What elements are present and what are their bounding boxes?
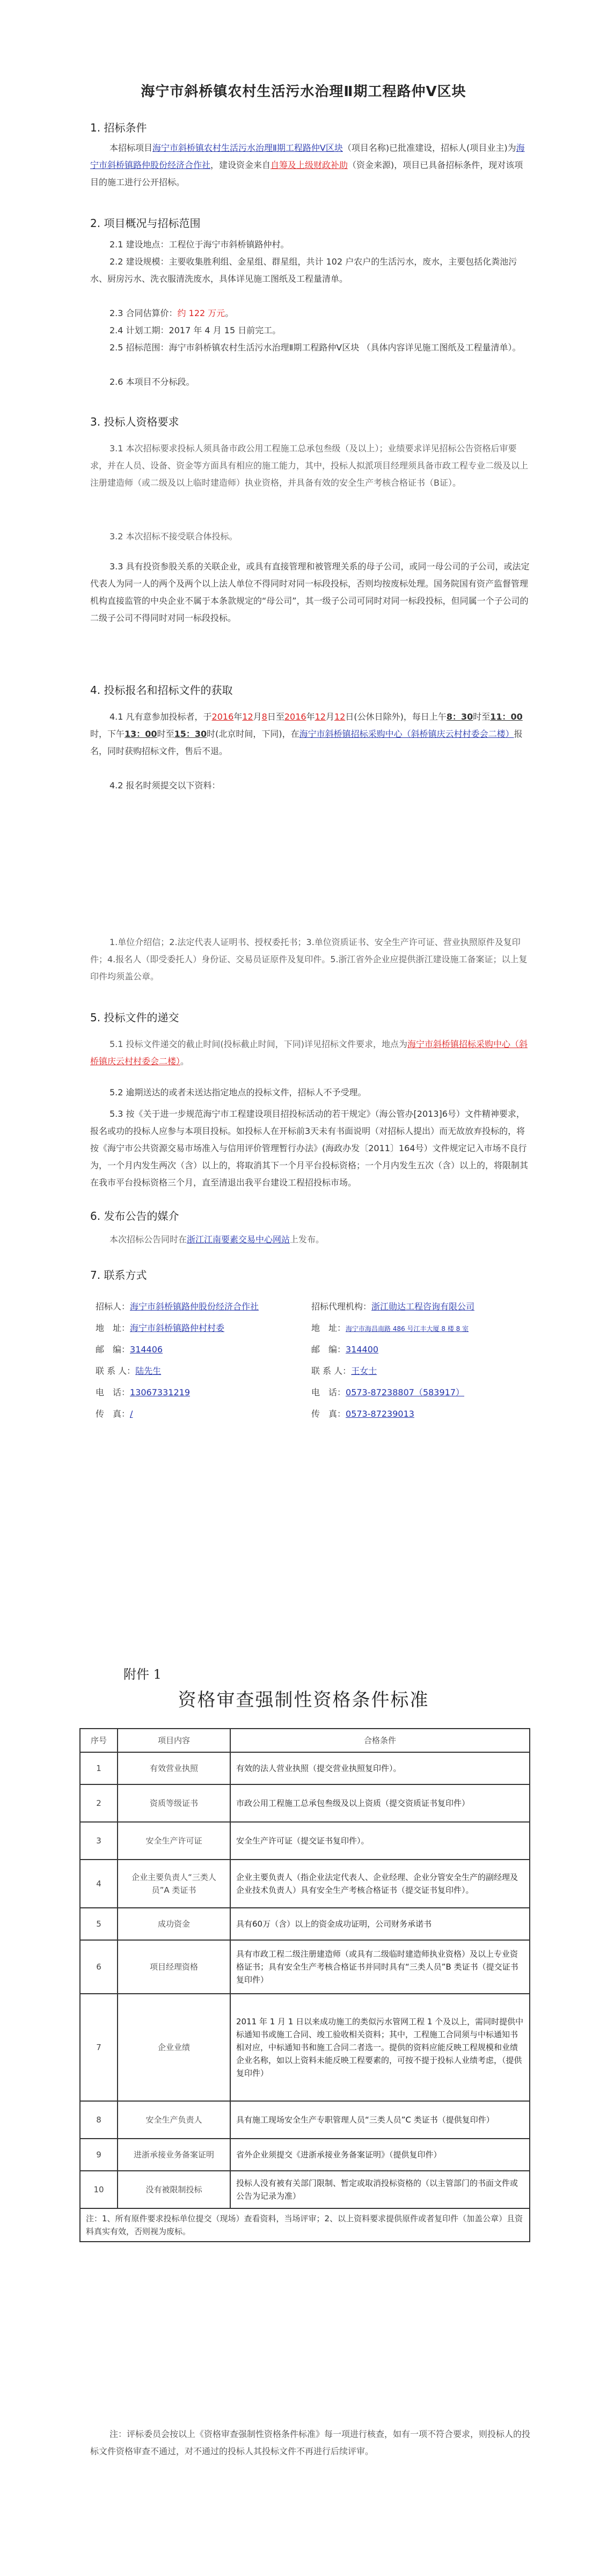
contact-label: 传 真： bbox=[311, 1409, 346, 1419]
s1-owner: 海宁市斜桥镇路仲股份经济合作社 bbox=[90, 143, 525, 170]
s4-text-j: 报名，同时获购招标文件，售后不退。 bbox=[90, 729, 523, 756]
s4-year-2: 年 bbox=[306, 712, 315, 722]
s4-pm-end: 15：30 bbox=[174, 729, 207, 739]
agency-phone: 0573-87238807（583917） bbox=[346, 1387, 465, 1397]
tenderer-phone: 13067331219 bbox=[130, 1387, 190, 1397]
contact-left-row bbox=[96, 1342, 163, 1358]
s2-line-4: 2.4 计划工期：2017 年 4 月 15 日前完工。 bbox=[109, 325, 281, 335]
table-row bbox=[80, 1994, 530, 2101]
contact-right-row bbox=[311, 1363, 377, 1379]
annex-title: 资格审查强制性资格条件标准 bbox=[178, 1689, 429, 1711]
row-condition: 具有市政工程二级注册建造师（或具有二级临时建造师执业资格）及以上专业资格证书；具有安全生产考核合格证书并同时具有“三类人员”B 类证书（提交证书复印件） bbox=[230, 1940, 530, 1994]
s5-text-a: 5.1 投标文件递交的截止时间(投标截止时间，下同)详见招标文件要求，地点为 bbox=[109, 1039, 408, 1049]
section-1-text bbox=[90, 140, 530, 191]
s6-line-1 bbox=[90, 1231, 530, 1248]
section-4-heading: 4. 投标报名和招标文件的获取 bbox=[90, 684, 233, 697]
annex-note: 注：评标委员会按以上《资格审查强制性资格条件标准》每一项进行核查，如有一项不符合要求，则投标人的投标文件资格审查不通过，对不通过的投标人其投标文件不再进行后续评审。 bbox=[90, 2429, 531, 2456]
row-condition: 省外企业须提交《进浙承接业务备案证明》（提供复印件） bbox=[230, 2139, 530, 2171]
contact-left-row bbox=[96, 1363, 161, 1379]
row-condition: 企业主要负责人（指企业法定代表人、企业经理、企业分管安全生产的副经理及企业技术负责人）具有安全生产考核合格证书（提交证书复印件）。 bbox=[230, 1860, 530, 1908]
table-row bbox=[80, 2139, 530, 2171]
section-3-heading: 3. 投标人资格要求 bbox=[90, 415, 179, 428]
contact-label: 电 话： bbox=[311, 1387, 346, 1397]
row-no: 1 bbox=[80, 1752, 118, 1784]
s4-day-1: 日至 bbox=[267, 712, 284, 722]
s2-estimated-price: 约 122 万元 bbox=[177, 308, 225, 318]
s3-line-3: 3.3 具有投资参股关系的关联企业，或具有直接管理和被管理关系的母子公司，或同一母公司的子公司，或法定代表人为同一人的两个及两个以上法人单位不得同时对同一标段投标，否则均按废标处理。国务院国有资产监督管理机构直接监管的中央企业不属于本条款规定的“母公司”，其一级子公司可同时对同一标段投标，但同属一个子公司的二级子公司不得同时对同一标段投标。 bbox=[90, 561, 530, 623]
row-no: 4 bbox=[80, 1860, 118, 1908]
row-no: 3 bbox=[80, 1822, 118, 1860]
s5-submission-place: 海宁市斜桥镇招标采购中心（斜桥镇庆云村村委会二楼） bbox=[90, 1039, 528, 1066]
contact-label: 电 话： bbox=[96, 1387, 130, 1397]
s4-registration-place: 海宁市斜桥镇招标采购中心（斜桥镇庆云村村委会二楼） bbox=[299, 729, 514, 739]
s4-am-end: 11：00 bbox=[490, 712, 523, 722]
contact-left-row bbox=[96, 1406, 133, 1422]
row-item: 项目经理资格 bbox=[118, 1940, 230, 1994]
document-title: 海宁市斜桥镇农村生活污水治理Ⅱ期工程路仲Ⅴ区块 bbox=[141, 84, 466, 100]
row-condition: 具有施工现场安全生产专职管理人员“三类人员”C 类证书（提供复印件） bbox=[230, 2101, 530, 2139]
section-2-heading: 2. 项目概况与招标范围 bbox=[90, 217, 201, 230]
s4-month-1: 月 bbox=[253, 712, 262, 722]
row-item: 企业业绩 bbox=[118, 1994, 230, 2101]
s2-line-3-label: 2.3 合同估算价： bbox=[109, 308, 178, 318]
contact-label: 地 址： bbox=[311, 1323, 346, 1333]
s2-line-6: 2.6 本项目不分标段。 bbox=[109, 377, 195, 387]
row-no: 2 bbox=[80, 1784, 118, 1822]
agency-contact-person: 王女士 bbox=[351, 1366, 377, 1376]
contact-label: 邮 编： bbox=[311, 1344, 346, 1355]
s1-project-name: 海宁市斜桥镇农村生活污水治理Ⅱ期工程路仲Ⅴ区块 bbox=[152, 143, 343, 153]
row-no: 10 bbox=[80, 2171, 118, 2208]
s4-text-e: 日(公休日除外)，每日上午 bbox=[345, 712, 447, 722]
s6-text-a: 本次招标公告同时在 bbox=[109, 1234, 187, 1245]
contact-right bbox=[311, 1299, 537, 1428]
table-row bbox=[80, 1860, 530, 1908]
row-no: 7 bbox=[80, 1994, 118, 2101]
s1-fund-source: 自筹及上级财政补助 bbox=[270, 160, 348, 170]
contact-label: 招标人： bbox=[96, 1301, 130, 1312]
s5-line-2: 5.2 逾期送达的或者未送达指定地点的投标文件，招标人不予受理。 bbox=[109, 1087, 367, 1097]
agency-name: 浙江勋达工程咨询有限公司 bbox=[371, 1301, 475, 1312]
s4-month-2: 月 bbox=[325, 712, 334, 722]
row-condition: 市政公用工程施工总承包叁级及以上资质（提交资质证书复印件） bbox=[230, 1784, 530, 1822]
table-row bbox=[80, 1822, 530, 1860]
table-row bbox=[80, 1940, 530, 1994]
s4-start-month: 12 bbox=[242, 712, 253, 722]
agency-fax: 0573-87239013 bbox=[346, 1409, 414, 1419]
s5-line-1 bbox=[90, 1036, 530, 1070]
annex-label: 附件 1 bbox=[123, 1667, 162, 1682]
s4-text-g: 时，下午 bbox=[90, 729, 125, 739]
s4-line-2: 4.2 报名时须提交以下资料： bbox=[109, 780, 221, 791]
row-item: 资质等级证书 bbox=[118, 1784, 230, 1822]
s4-start-year: 2016 bbox=[211, 712, 234, 722]
s1-text-b: （项目名称)已批准建设，招标人(项目业主)为 bbox=[342, 143, 516, 153]
row-condition: 投标人没有被有关部门限制、暂定或取消投标资格的（以主管部门的书面文件或公告为记录为准） bbox=[230, 2171, 530, 2208]
row-no: 8 bbox=[80, 2101, 118, 2139]
s4-end-year: 2016 bbox=[284, 712, 306, 722]
table-header-no: 序号 bbox=[80, 1729, 118, 1752]
contact-right-row bbox=[311, 1320, 469, 1336]
contact-right-row bbox=[311, 1385, 464, 1401]
row-condition: 2011 年 1 月 1 日以来成功施工的类似污水管网工程 1 个及以上，需同时提供中标通知书或施工合同、竣工验收相关资料；其中，工程施工合同须与中标通知书相对应，中标通知书和施工合同二者选一。提供的资料应能反映工程规模和业绩企业名称，如以上资料未能反映工程要素的，可按不提于投标人业绩考虑，（提供复印件） bbox=[230, 1994, 530, 2101]
s6-text-b: 上发布。 bbox=[290, 1234, 325, 1245]
tenderer-address: 海宁市斜桥镇路仲村村委 bbox=[130, 1323, 225, 1333]
row-condition: 安全生产许可证（提交证书复印件）。 bbox=[230, 1822, 530, 1860]
table-row bbox=[80, 2171, 530, 2208]
row-no: 9 bbox=[80, 2139, 118, 2171]
s4-text-h: 时至 bbox=[157, 729, 174, 739]
s3-line-2: 3.2 本次招标不接受联合体投标。 bbox=[109, 531, 238, 541]
row-condition: 具有60万（含）以上的资金成功证明，公司财务承诺书 bbox=[230, 1908, 530, 1940]
row-no: 5 bbox=[80, 1908, 118, 1940]
s4-year-1: 年 bbox=[233, 712, 243, 722]
table-row bbox=[80, 1908, 530, 1940]
tenderer-name: 海宁市斜桥镇路仲股份经济合作社 bbox=[130, 1301, 259, 1312]
table-row bbox=[80, 2101, 530, 2139]
contact-left-row bbox=[96, 1385, 190, 1401]
s5-text-b: 。 bbox=[180, 1056, 189, 1066]
s1-text-d: （资金来源)，项目已具备招标条件，现对该项目的施工进行公开招标。 bbox=[90, 160, 523, 187]
table-header-item: 项目内容 bbox=[118, 1729, 230, 1752]
table-footnote: 注：1、所有原件要求投标单位提交（现场）查看资料，当场评审；2、以上资料要求提供原件或者复印件（加盖公章）且资料真实有效，否则视为废标。 bbox=[80, 2208, 530, 2242]
s2-line-2: 2.2 建设规模：主要收集胜利组、金星组、群星组，共计 102 户农户的生活污水，废水，主要包括化粪池污水、厨房污水、洗衣服清洗废水，具体详见施工图纸及工程量清单。 bbox=[90, 257, 517, 284]
s4-line-3: 1.单位介绍信；2.法定代表人证明书、授权委托书；3.单位资质证书、安全生产许可证、营业执照原件及复印件；4.报名人（即受委托人）身份证、交易员证原件及复印件。5.浙江省外企业应提供浙江建设施工备案证；以上复印件均须盖公章。 bbox=[90, 937, 528, 982]
section-7-heading: 7. 联系方式 bbox=[90, 1269, 147, 1282]
row-condition: 有效的法人营业执照（提交营业执照复印件）。 bbox=[230, 1752, 530, 1784]
s4-start-day: 8 bbox=[261, 712, 267, 722]
contact-left-row bbox=[96, 1320, 224, 1336]
row-item: 企业主要负责人“三类人员”A 类证书 bbox=[118, 1860, 230, 1908]
row-item: 没有被限制投标 bbox=[118, 2171, 230, 2208]
table-foot-row bbox=[80, 2208, 530, 2242]
s2-line-3-end: 。 bbox=[225, 308, 234, 318]
table-header-row bbox=[80, 1729, 530, 1752]
table-row bbox=[80, 1752, 530, 1784]
row-item: 有效营业执照 bbox=[118, 1752, 230, 1784]
tenderer-fax: / bbox=[130, 1409, 133, 1419]
table-header-condition: 合格条件 bbox=[230, 1729, 530, 1752]
s2-line-5: 2.5 招标范围：海宁市斜桥镇农村生活污水治理Ⅱ期工程路仲Ⅴ区块 （具体内容详见施工图纸及工程量清单）。 bbox=[109, 342, 521, 353]
row-item: 进浙承接业务备案证明 bbox=[118, 2139, 230, 2171]
s4-text-f: 时至 bbox=[473, 712, 491, 722]
contact-label: 联 系 人： bbox=[311, 1366, 352, 1376]
s2-line-1: 2.1 建设地点：工程位于海宁市斜桥镇路仲村。 bbox=[109, 239, 289, 250]
s5-line-3: 5.3 按《关于进一步规范海宁市工程建设项目招投标活动的若干规定》（海公管办[2013]6号）文件精神要求，报名或功的投标人应参与本项目投标。如投标人在开标前3天未有书面说明（对招标人提出）而无故放弃投标的，将按《海宁市公共资源交易市场准入与信用评价管理暂行办法》(海政办发〔2011〕164号）文件规定记入市场不良行为，一个月内发生两次（含）以上的，将取消其下一个月平台投标资格；一个月内发生五次（含）以上的，将限制其在我市平台投标资格三个月，直至清退出我平台建设工程招投标市场。 bbox=[90, 1109, 529, 1188]
s6-media-link[interactable]: 浙江江南要素交易中心网站 bbox=[187, 1234, 290, 1245]
agency-address: 海宁市海昌南路 486 号江丰大厦 8 楼 8 室 bbox=[346, 1325, 469, 1333]
row-item: 安全生产许可证 bbox=[118, 1822, 230, 1860]
section-1-heading: 1. 招标条件 bbox=[90, 121, 147, 134]
contact-right-row bbox=[311, 1342, 378, 1358]
contact-left-row bbox=[96, 1299, 259, 1315]
agency-postcode: 314400 bbox=[346, 1344, 379, 1355]
tenderer-postcode: 314406 bbox=[130, 1344, 163, 1355]
row-item: 安全生产负责人 bbox=[118, 2101, 230, 2139]
row-no: 6 bbox=[80, 1940, 118, 1994]
section-5-heading: 5. 投标文件的递交 bbox=[90, 1011, 179, 1024]
row-item: 成功资金 bbox=[118, 1908, 230, 1940]
table-row bbox=[80, 1784, 530, 1822]
contact-right-row bbox=[311, 1299, 474, 1315]
s1-text-a: 本招标项目 bbox=[109, 143, 153, 153]
contact-label: 邮 编： bbox=[96, 1344, 130, 1355]
s4-am-start: 8：30 bbox=[446, 712, 473, 722]
tenderer-contact-person: 陆先生 bbox=[135, 1366, 162, 1376]
contact-label: 传 真： bbox=[96, 1409, 130, 1419]
contact-label: 招标代理机构： bbox=[311, 1301, 372, 1312]
s4-line-1 bbox=[90, 708, 530, 760]
section-6-heading: 6. 发布公告的媒介 bbox=[90, 1210, 179, 1223]
s4-end-month: 12 bbox=[315, 712, 326, 722]
qualification-table bbox=[79, 1728, 530, 2242]
contact-label: 联 系 人： bbox=[96, 1366, 136, 1376]
contact-right-row bbox=[311, 1406, 414, 1422]
s4-text-i: 时(北京时间，下同)，在 bbox=[207, 729, 299, 739]
s4-pm-start: 13：00 bbox=[125, 729, 157, 739]
contact-left bbox=[96, 1299, 321, 1428]
s2-line-3 bbox=[90, 305, 530, 322]
s4-end-day: 12 bbox=[334, 712, 346, 722]
contact-label: 地 址： bbox=[96, 1323, 130, 1333]
s4-text-a: 4.1 凡有意参加投标者，于 bbox=[109, 712, 212, 722]
s1-text-c: ，建设资金来自 bbox=[210, 160, 271, 170]
s3-line-1: 3.1 本次招标要求投标人须具备市政公用工程施工总承包叁级（及以上）；业绩要求详见招标公告资格后审要求，并在人员、设备、资金等方面具有相应的施工能力，其中，投标人拟派项目经理须具备市政工程专业二级及以上注册建造师（或二级及以上临时建造师）执业资格，并具备有效的安全生产考核合格证书（B证）。 bbox=[90, 443, 529, 488]
